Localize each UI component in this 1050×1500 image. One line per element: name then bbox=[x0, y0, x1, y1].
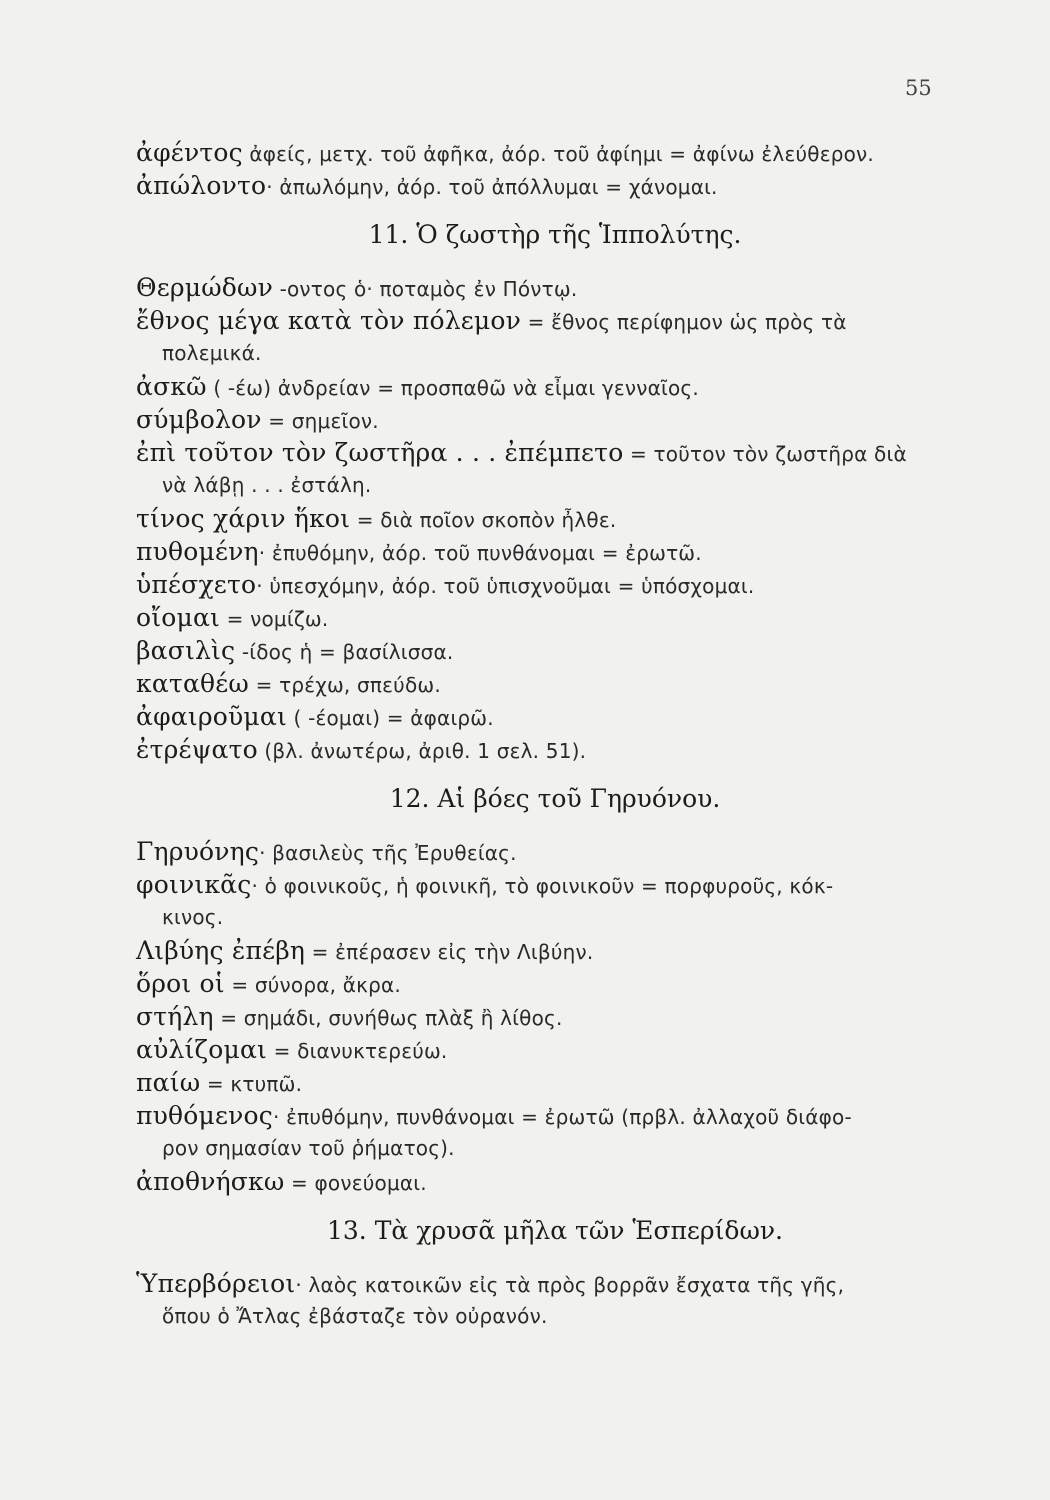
entry-term: ἐτρέψατο bbox=[136, 735, 258, 764]
entry-term: ἀποθνήσκω bbox=[136, 1167, 285, 1196]
glossary-entry bbox=[136, 1033, 954, 1066]
entry-definition: = κτυπῶ. bbox=[200, 1072, 303, 1096]
entry-term: ἀφαιροῦμαι bbox=[136, 702, 287, 731]
glossary-entry bbox=[136, 271, 954, 304]
glossary-entry bbox=[136, 1066, 954, 1099]
entry-continuation: ρον σημασίαν τοῦ ῥήματος). bbox=[162, 1136, 455, 1160]
entry-term: καταθέω bbox=[136, 669, 250, 698]
glossary-entry bbox=[136, 1099, 954, 1132]
entry-definition: · ὁ φοινικοῦς, ἡ φοινικῆ, τὸ φοινικοῦν = πορφυροῦς, κόκ- bbox=[251, 874, 834, 898]
entry-term: φοινικᾶς bbox=[136, 870, 252, 899]
entry-term: ἐπὶ τοῦτον τὸν ζωστῆρα . . . ἐπέμπετο bbox=[136, 438, 624, 467]
entry-definition: ( -έω) ἀνδρείαν = προσπαθῶ νὰ εἶμαι γενναῖος. bbox=[206, 376, 699, 400]
glossary-entry bbox=[136, 868, 954, 901]
entry-definition: = ἐπέρασεν εἰς τὴν Λιβύην. bbox=[305, 940, 594, 964]
glossary-entry bbox=[136, 502, 954, 535]
glossary-entry bbox=[136, 304, 954, 337]
entry-term: βασιλὶς bbox=[136, 636, 236, 665]
glossary-entry bbox=[136, 733, 954, 766]
entry-term: ἀφέντος bbox=[136, 138, 243, 167]
entry-term: σύμβολον bbox=[136, 405, 262, 434]
entry-definition: = σημεῖον. bbox=[261, 409, 379, 433]
glossary-entry bbox=[136, 601, 954, 634]
entry-definition: · ὑπεσχόμην, ἀόρ. τοῦ ὑπισχνοῦμαι = ὑπόσχομαι. bbox=[256, 574, 755, 598]
entry-definition: · ἀπωλόμην, ἀόρ. τοῦ ἀπόλλυμαι = χάνομαι. bbox=[266, 175, 718, 199]
page-number: 55 bbox=[905, 76, 932, 100]
entry-term: πυθομένη bbox=[136, 537, 259, 566]
entry-definition: = τοῦτον τὸν ζωστῆρα διὰ bbox=[623, 442, 907, 466]
entry-definition: = σύνορα, ἄκρα. bbox=[224, 973, 401, 997]
entry-term: τίνος χάριν ἥκοι bbox=[136, 504, 351, 533]
glossary-entry bbox=[136, 436, 954, 469]
entry-term: ἀπώλοντο bbox=[136, 171, 267, 200]
entry-definition: -οντος ὁ· ποταμὸς ἐν Πόντῳ. bbox=[273, 277, 578, 301]
entry-definition: · ἐπυθόμην, ἀόρ. τοῦ πυνθάνομαι = ἐρωτῶ. bbox=[258, 541, 702, 565]
entry-definition: -ίδος ἡ = βασίλισσα. bbox=[235, 640, 454, 664]
entry-definition: = νομίζω. bbox=[220, 607, 329, 631]
glossary-entry bbox=[136, 1267, 954, 1300]
entry-definition: ἀφείς, μετχ. τοῦ ἀφῆκα, ἀόρ. τοῦ ἀφίημι = ἀφίνω ἐλεύθερον. bbox=[242, 142, 874, 166]
entry-term: ὑπέσχετο bbox=[136, 570, 257, 599]
glossary-entry bbox=[136, 934, 954, 967]
glossary-entry bbox=[136, 835, 954, 868]
entry-definition: = ἔθνος περίφημον ὡς πρὸς τὰ bbox=[521, 310, 847, 334]
entry-term: στήλη bbox=[136, 1002, 214, 1031]
glossary-entry bbox=[136, 136, 954, 169]
entry-definition: ( -έομαι) = ἀφαιρῶ. bbox=[286, 706, 494, 730]
glossary-entry bbox=[136, 568, 954, 601]
entry-term: οἴομαι bbox=[136, 603, 221, 632]
entry-definition: · ἐπυθόμην, πυνθάνομαι = ἐρωτῶ (πρβλ. ἀλλαχοῦ διάφο- bbox=[272, 1105, 852, 1129]
glossary-entry bbox=[136, 169, 954, 202]
glossary-entry bbox=[136, 967, 954, 1000]
entry-term: ὅροι οἱ bbox=[136, 969, 225, 998]
entry-definition: · βασιλεὺς τῆς Ἐρυθείας. bbox=[259, 841, 517, 865]
entry-term: Θερμώδων bbox=[136, 273, 274, 302]
entry-definition: (βλ. ἀνωτέρω, ἀριθ. 1 σελ. 51). bbox=[257, 739, 587, 763]
glossary-entry bbox=[136, 700, 954, 733]
entry-term: παίω bbox=[136, 1068, 201, 1097]
entry-definition: = διὰ ποῖον σκοπὸν ἦλθε. bbox=[350, 508, 617, 532]
entry-continuation: ὅπου ὁ Ἄτλας ἐβάσταζε τὸν οὐρανόν. bbox=[162, 1304, 548, 1328]
entry-definition: = φονεύομαι. bbox=[284, 1171, 427, 1195]
entry-definition: = σημάδι, συνήθως πλὰξ ἢ λίθος. bbox=[213, 1006, 563, 1030]
entry-definition: = τρέχω, σπεύδω. bbox=[249, 673, 441, 697]
entry-definition: = διανυκτερεύω. bbox=[267, 1039, 448, 1063]
entry-definition: · λαὸς κατοικῶν εἰς τὰ πρὸς βορρᾶν ἔσχατα τῆς γῆς, bbox=[295, 1273, 845, 1297]
entry-continuation: νὰ λάβῃ . . . ἐστάλη. bbox=[162, 473, 372, 497]
glossary-entry bbox=[136, 667, 954, 700]
section-heading: 11. Ὁ ζωστὴρ τῆς Ἱππολύτης. bbox=[368, 220, 742, 249]
glossary-entry bbox=[136, 1165, 954, 1198]
glossary-entry bbox=[136, 403, 954, 436]
section-heading: 13. Τὰ χρυσᾶ μῆλα τῶν Ἑσπερίδων. bbox=[327, 1216, 783, 1245]
section-heading: 12. Αἱ βόες τοῦ Γηρυόνου. bbox=[389, 784, 721, 813]
entry-term: αὐλίζομαι bbox=[136, 1035, 268, 1064]
entry-term: ἀσκῶ bbox=[136, 372, 207, 401]
glossary-entry bbox=[136, 634, 954, 667]
entry-term: Λιβύης ἐπέβη bbox=[136, 936, 306, 965]
glossary-entry bbox=[136, 535, 954, 568]
entry-term: Γηρυόνης bbox=[136, 837, 260, 866]
glossary-text bbox=[136, 136, 954, 1333]
entry-continuation: κινος. bbox=[162, 905, 224, 929]
glossary-entry bbox=[136, 370, 954, 403]
entry-term: Ὑπερβόρειοι bbox=[136, 1269, 296, 1298]
entry-continuation: πολεμικά. bbox=[162, 341, 262, 365]
glossary-entry bbox=[136, 1000, 954, 1033]
entry-term: πυθόμενος bbox=[136, 1101, 273, 1130]
entry-term: ἔθνος μέγα κατὰ τὸν πόλεμον bbox=[136, 306, 522, 335]
